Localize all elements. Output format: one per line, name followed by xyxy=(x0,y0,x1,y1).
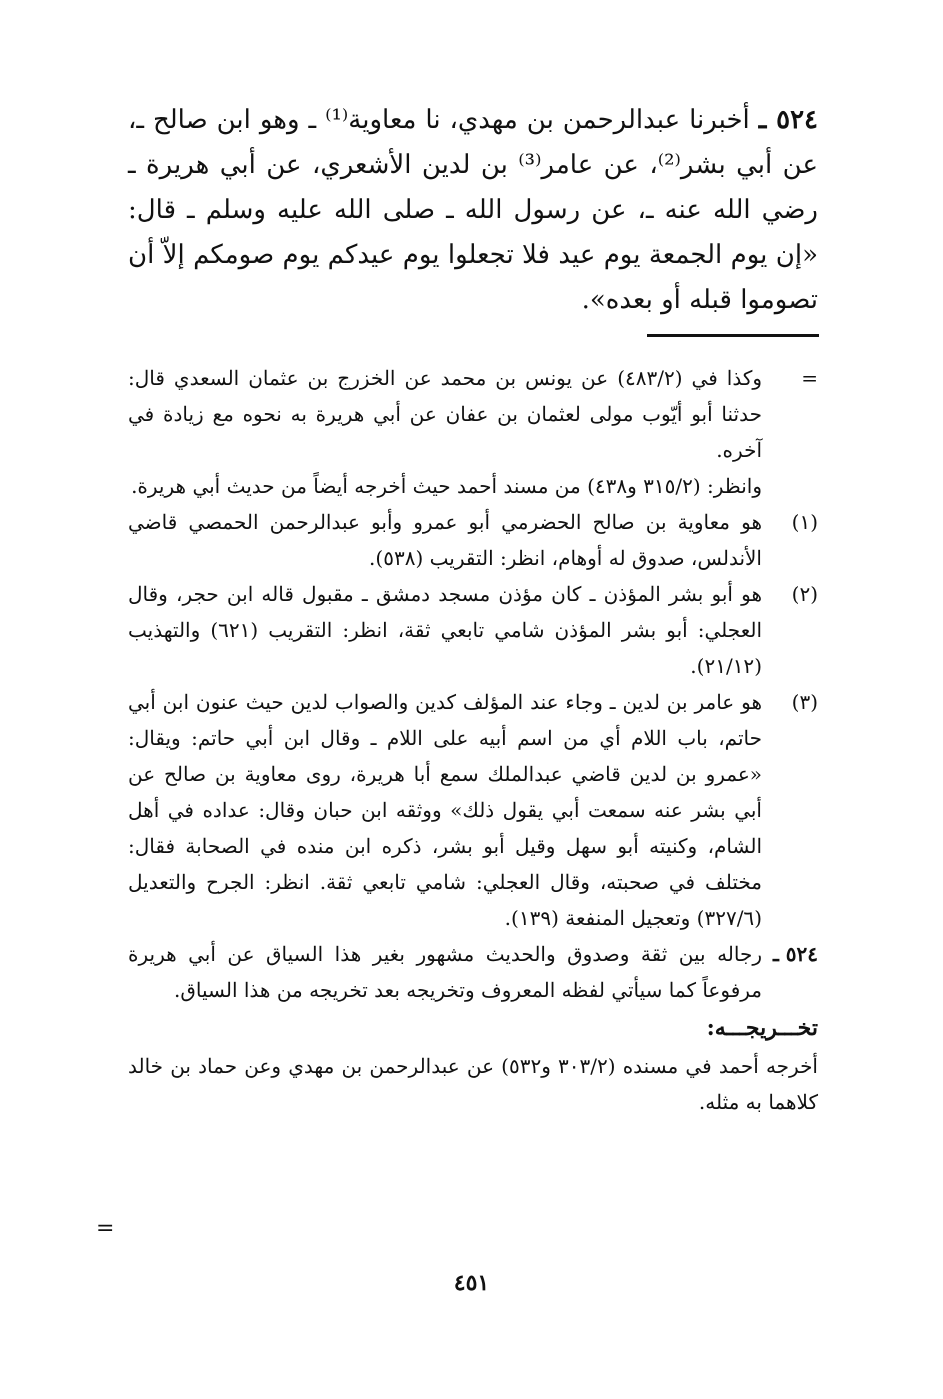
footnote-continuation xyxy=(128,360,818,504)
hadith-main-text xyxy=(128,98,818,323)
footnote-3-marker: (٣) xyxy=(791,690,818,714)
continuation-text-2: وانظر: (٣١٥/٢ و٤٣٨) من مسند أحمد حيث أخرجه أيضاً من حديث أبي هريرة. xyxy=(131,474,762,498)
footnotes-section xyxy=(128,360,818,1120)
footnote-1-text: هو معاوية بن صالح الحضرمي أبو عمرو وأبو عبدالرحمن الحمصي قاضي الأندلس، صدوق له أوهام، انظر: التقريب (٥٣٨). xyxy=(128,510,762,570)
page-number: ٤٥١ xyxy=(453,1270,490,1296)
footnote-1 xyxy=(128,504,818,576)
end-continuation-marker: = xyxy=(96,1216,115,1241)
continuation-marker: = xyxy=(801,366,818,390)
hadith-text: أخبرنا عبدالرحمن بن مهدي، نا معاوية⁽¹⁾ ـ وهو ابن صالح ـ، عن أبي بشر⁽²⁾، عن عامر⁽³⁾ بن لدين الأشعري، عن أبي هريرة ـ رضي الله عنه ـ، عن رسول الله ـ صلى الله عليه وسلم ـ قال: «إن يوم الجمعة يوم عيد فلا تجعلوا يوم عيدكم يوم صومكم إلاّ أن تصوموا قبله أو بعده». xyxy=(128,105,818,315)
footnote-2-text: هو أبو بشر المؤذن ـ كان مؤذن مسجد دمشق ـ مقبول قاله ابن حجر، وقال العجلي: أبو بشر المؤذن شامي تابعي ثقة، انظر: التقريب (٦٢١) والتهذيب (٢١/١٢). xyxy=(128,582,762,678)
footnote-3-text: هو عامر بن لدين ـ وجاء عند المؤلف كدين والصواب لدين حيث عنون ابن أبي حاتم، باب اللام أي من اسم أبيه على اللام ـ وقال ابن أبي حاتم: ويقال: «عمرو بن لدين قاضي عبدالملك سمع أبا هريرة، روى معاوية بن صالح عن أبي بشر عنه سمعت أبي يقول ذلك» ووثقه ابن حبان وقال: عداده في أهل الشام، وكنيته أبو سهل وقيل أبو بشر، ذكره ابن منده في الصحابة فقال: مختلف في صحبته، وقال العجلي: شامي تابعي ثقة. انظر: الجرح والتعديل (٣٢٧/٦) وتعجيل المنفعة (١٣٩). xyxy=(128,690,762,930)
hadith-number: ٥٢٤ ـ xyxy=(758,105,819,135)
footnote-524 xyxy=(128,936,818,1008)
takhrij-heading: تخـــريجـــه: xyxy=(706,1015,818,1041)
footnote-3 xyxy=(128,684,818,936)
footnote-separator-rule xyxy=(647,334,819,337)
takhrij-text: أخرجه أحمد في مسنده (٣٠٣/٢ و٥٣٢) عن عبدالرحمن بن مهدي وعن حماد بن خالد كلاهما به مثله. xyxy=(128,1054,818,1114)
footnote-524-marker: ٥٢٤ ـ xyxy=(772,942,818,966)
footnote-2-marker: (٢) xyxy=(791,582,818,606)
footnote-2 xyxy=(128,576,818,684)
footnote-524-text: رجاله بين ثقة وصدوق والحديث مشهور بغير هذا السياق عن أبي هريرة مرفوعاً كما سيأتي لفظه المعروف وتخريجه بعد تخريجه من هذا السياق. xyxy=(128,942,762,1002)
continuation-text: وكذا في (٤٨٣/٢) عن يونس بن محمد عن الخزرج بن عثمان السعدي قال: حدثنا أبو أيّوب مولى لعثمان بن عفان عن أبي هريرة به نحوه مع زيادة في آخره. xyxy=(128,366,762,462)
footnote-1-marker: (١) xyxy=(791,510,818,534)
